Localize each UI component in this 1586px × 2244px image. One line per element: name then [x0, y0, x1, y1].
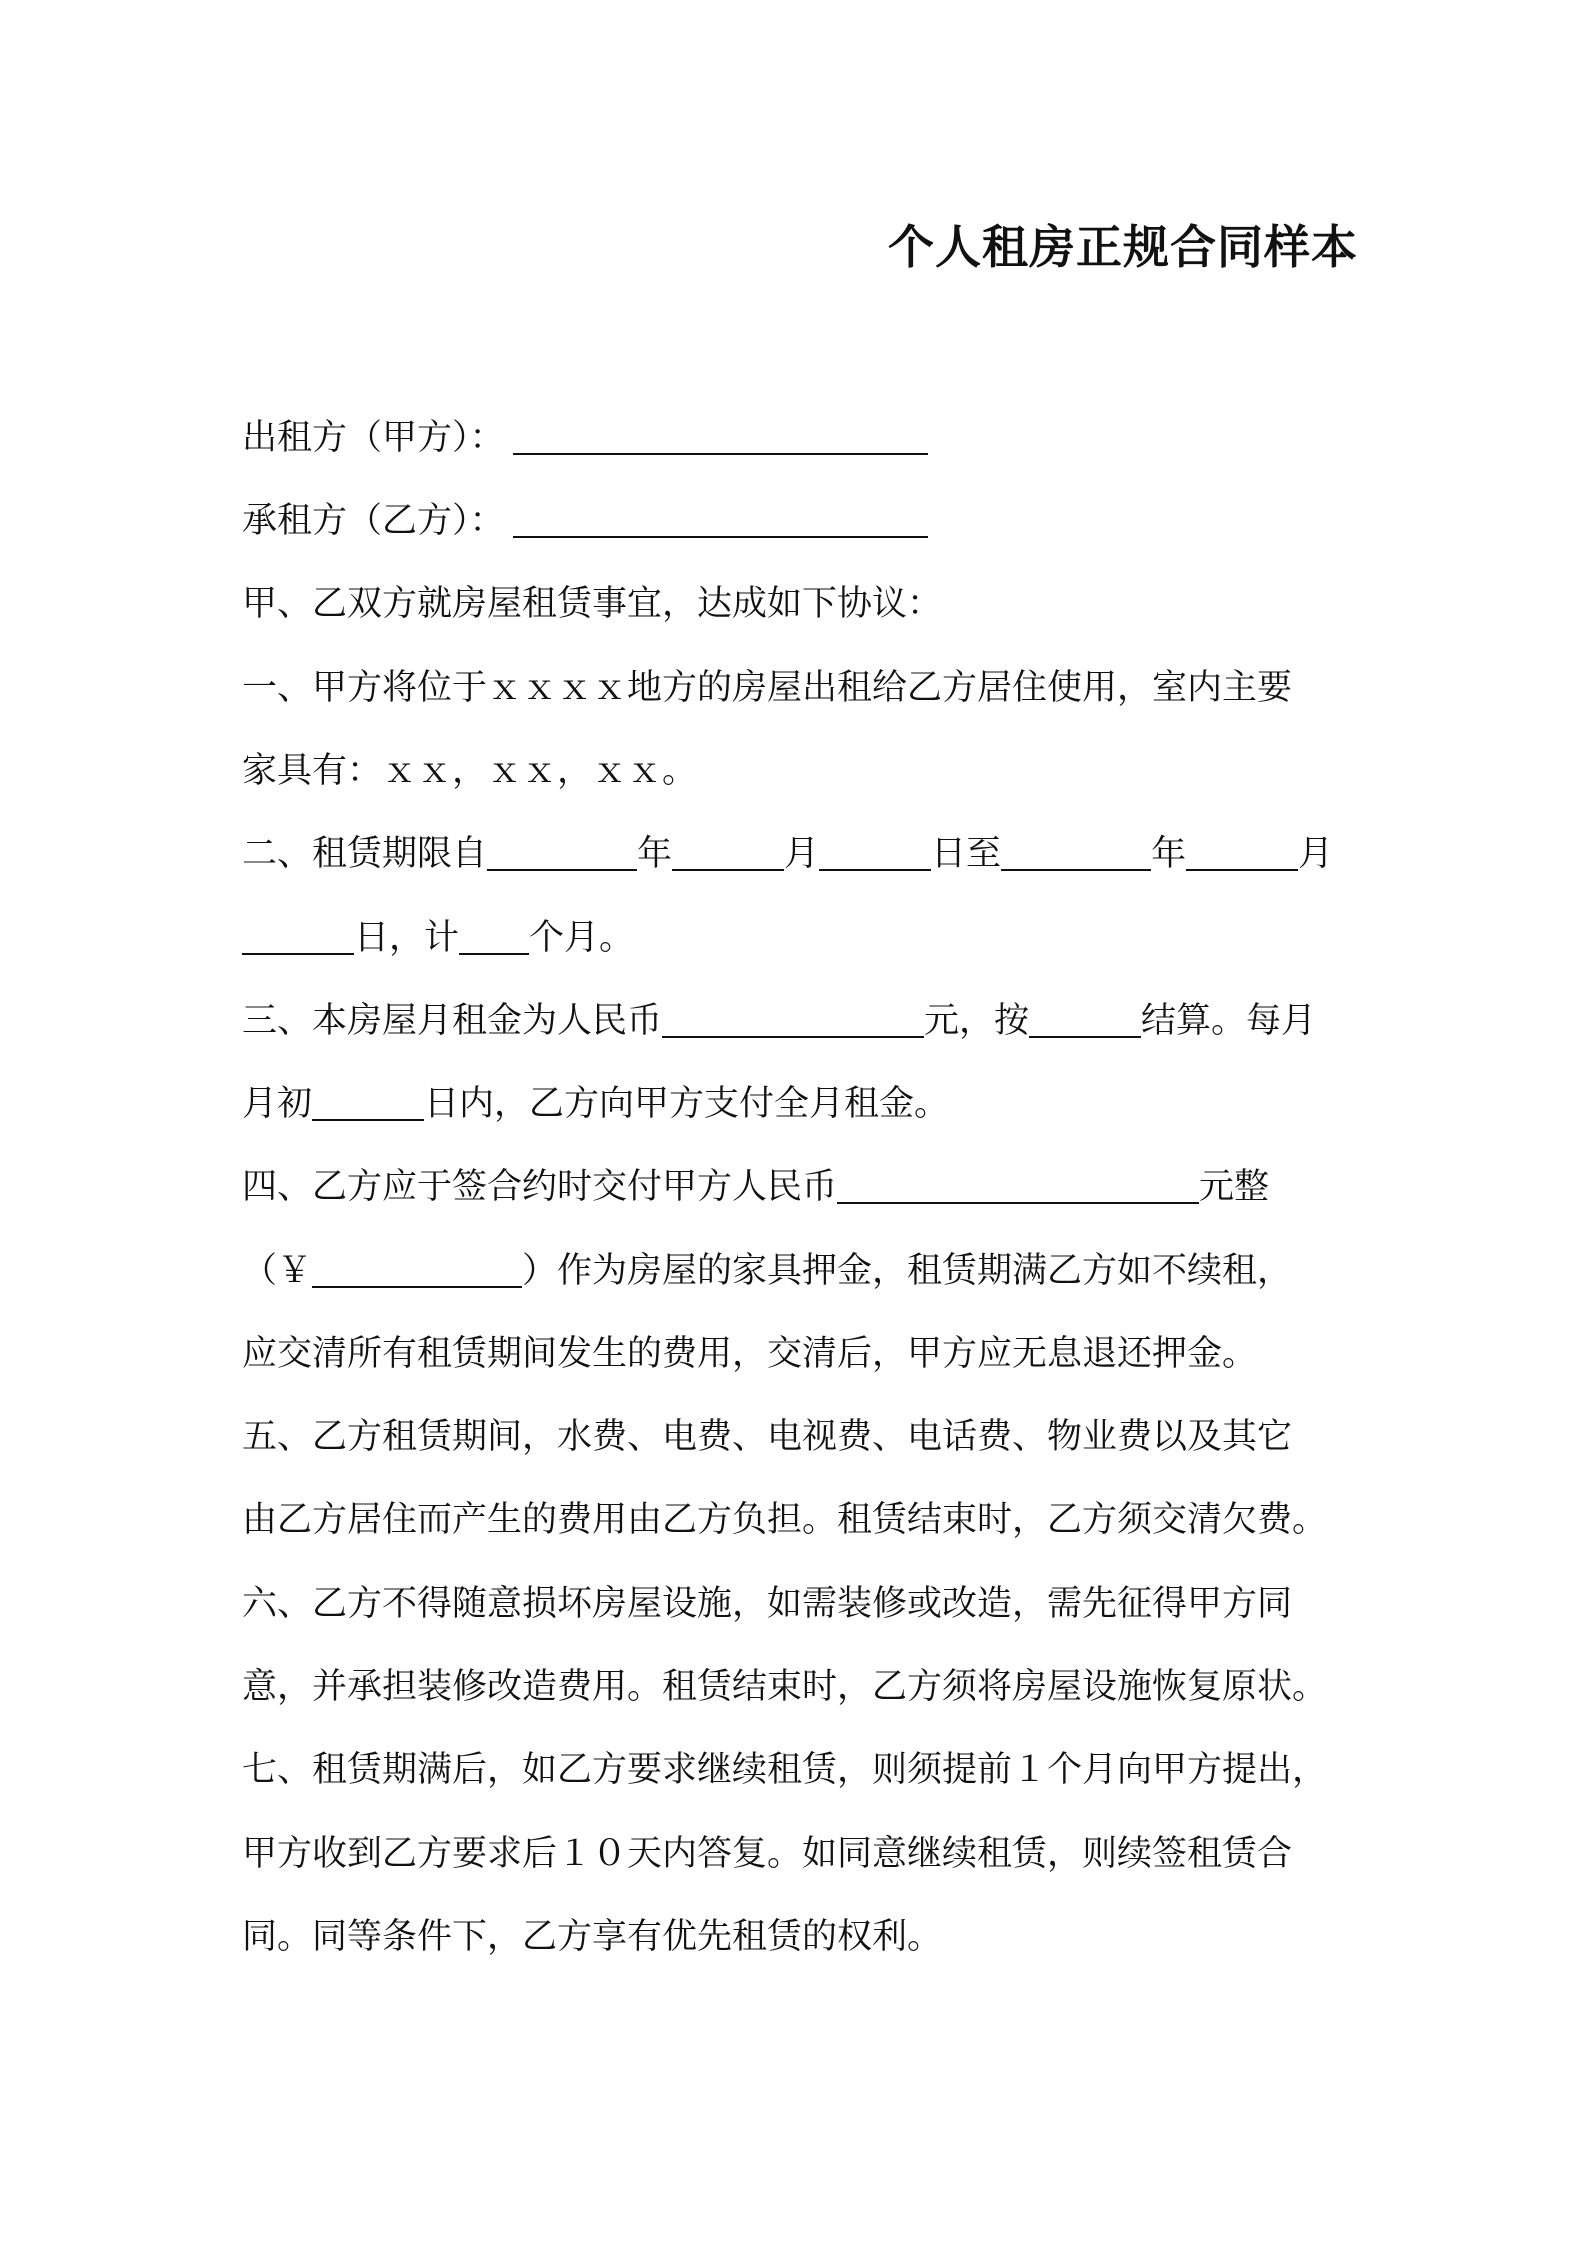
clause-4-line-1 — [242, 1157, 1269, 1217]
settlement-blank — [1029, 996, 1141, 1038]
clause-3-line-2 — [242, 1074, 949, 1134]
party-a-blank — [513, 413, 928, 455]
rent-amount-blank — [662, 996, 924, 1038]
clause-1-line-2: 家具有：ｘｘ，ｘｘ，ｘｘ。 — [242, 751, 698, 791]
day-to-label: 日至 — [931, 834, 1002, 874]
deposit-amount-blank — [837, 1162, 1199, 1204]
deposit-yen-blank — [312, 1246, 522, 1288]
months-label: 个月。 — [529, 918, 635, 958]
party-b-label: 承租方（乙方）： — [242, 501, 505, 541]
end-year-blank — [1001, 829, 1151, 871]
early-month-label: 月初 — [242, 1084, 313, 1124]
page-title: 个人租房正规合同样本 — [888, 220, 1358, 274]
clause-5-line-1: 五、乙方租赁期间，水费、电费、电视费、电话费、物业费以及其它 — [242, 1417, 1293, 1457]
party-a-line — [242, 408, 928, 468]
intro-line: 甲、乙双方就房屋租赁事宜，达成如下协议： — [242, 584, 943, 624]
end-day-blank — [242, 913, 354, 955]
clause-3-line-1 — [242, 991, 1316, 1051]
start-year-blank — [487, 829, 637, 871]
clause-7-line-3: 同。同等条件下，乙方享有优先租赁的权利。 — [242, 1917, 943, 1957]
settle-label: 结算。每月 — [1141, 1001, 1317, 1041]
clause-5-line-2: 由乙方居住而产生的费用由乙方负担。租赁结束时，乙方须交清欠费。 — [242, 1500, 1328, 1540]
deposit-text: ）作为房屋的家具押金，租赁期满乙方如不续租， — [522, 1251, 1293, 1291]
payment-day-blank — [312, 1079, 424, 1121]
clause-4-line-2 — [242, 1241, 1292, 1301]
party-b-line — [242, 491, 928, 551]
day-total-label: 日，计 — [354, 918, 460, 958]
start-month-blank — [672, 829, 784, 871]
end-month-blank — [1186, 829, 1298, 871]
yuan-by-label: 元，按 — [924, 1001, 1030, 1041]
clause-7-line-2: 甲方收到乙方要求后１０天内答复。如同意继续租赁，则续签租赁合 — [242, 1834, 1293, 1874]
clause-6-line-2: 意，并承担装修改造费用。租赁结束时，乙方须将房屋设施恢复原状。 — [242, 1667, 1328, 1707]
start-day-blank — [819, 829, 931, 871]
clause-1-line-1: 一、甲方将位于ｘｘｘｘ地方的房屋出租给乙方居住使用，室内主要 — [242, 668, 1293, 708]
clause-2-line-2 — [242, 908, 634, 968]
clause-3-prefix: 三、本房屋月租金为人民币 — [242, 1001, 663, 1041]
month-label: 月 — [784, 834, 820, 874]
month-count-blank — [459, 913, 529, 955]
clause-4-line-3: 应交清所有租赁期间发生的费用，交清后，甲方应无息退还押金。 — [242, 1334, 1258, 1374]
year-label-2: 年 — [1151, 834, 1187, 874]
yen-paren-label: （￥ — [242, 1251, 313, 1291]
clause-2-line-1 — [242, 824, 1333, 884]
clause-4-prefix: 四、乙方应于签合约时交付甲方人民币 — [242, 1167, 838, 1207]
party-a-label: 出租方（甲方）： — [242, 418, 505, 458]
clause-2-prefix: 二、租赁期限自 — [242, 834, 488, 874]
year-label: 年 — [637, 834, 673, 874]
yuan-whole-label: 元整 — [1199, 1167, 1270, 1207]
clause-7-line-1: 七、租赁期满后，如乙方要求继续租赁，则须提前１个月向甲方提出， — [242, 1750, 1328, 1790]
month-label-2: 月 — [1298, 834, 1334, 874]
within-label: 日内，乙方向甲方支付全月租金。 — [424, 1084, 950, 1124]
party-b-blank — [513, 496, 928, 538]
clause-6-line-1: 六、乙方不得随意损坏房屋设施，如需装修或改造，需先征得甲方同 — [242, 1584, 1293, 1624]
